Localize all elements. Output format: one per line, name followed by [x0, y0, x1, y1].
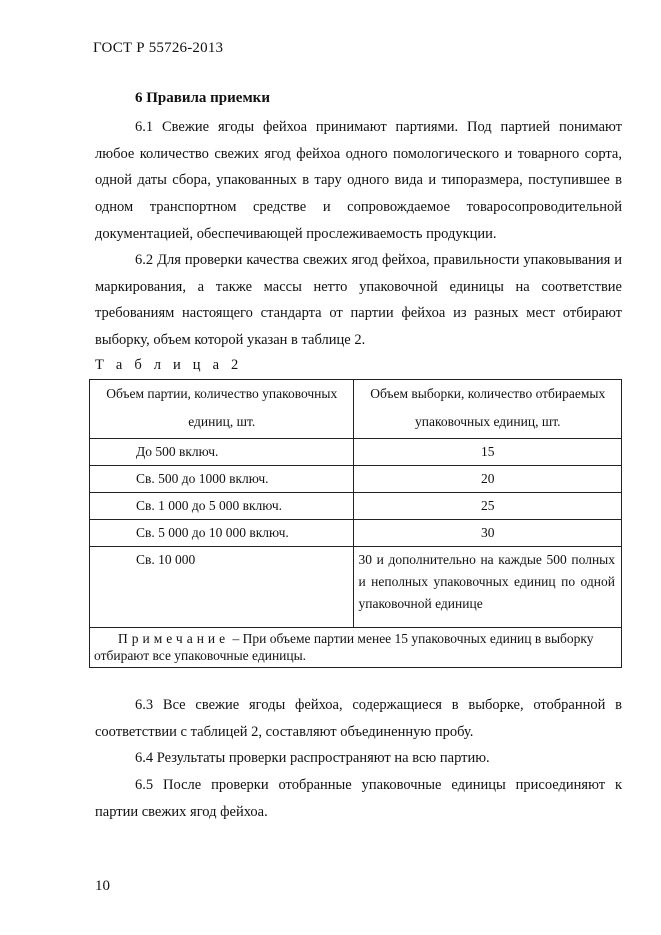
table-header-sample-size: Объем выборки, количество отбираемых упаковочных единиц, шт.: [354, 380, 622, 439]
paragraph-6-3: 6.3 Все свежие ягоды фейхоа, содержащиеся в выборке, отобранной в соответствии с таблицей 2, составляют объединенную пробу.: [95, 697, 622, 740]
table-header-lot-size: Объем партии, количество упаковочных единиц, шт.: [90, 380, 354, 439]
table-note-text: – При объеме партии менее 15 упаковочных единиц в выборку отбирают все упаковочные единицы.: [94, 631, 594, 663]
section-title: 6 Правила приемки: [135, 90, 270, 106]
paragraph-6-1: 6.1 Свежие ягоды фейхоа принимают партиями. Под партией понимают любое количество свежих ягод фейхоа одного помологического и товарного сорта, одной даты сбора, упакованных в тару одного вида и типоразмера, поступившее в одном транспортном средстве и сопровождаемое товаросопроводительной документацией, обеспечивающей прослеживаемость продукции.: [95, 119, 622, 242]
table-cell-lot: Св. 5 000 до 10 000 включ.: [90, 520, 354, 547]
table-row: [90, 547, 622, 628]
table-cell-lot: Св. 500 до 1000 включ.: [90, 466, 354, 493]
table-cell-sample: 15: [354, 439, 622, 466]
table-cell-lot: Св. 1 000 до 5 000 включ.: [90, 493, 354, 520]
table-cell-lot: До 500 включ.: [90, 439, 354, 466]
table-row: [90, 493, 622, 520]
sampling-table: [89, 379, 622, 668]
paragraph-6-2: 6.2 Для проверки качества свежих ягод фейхоа, правильности упаковывания и маркирования, а также массы нетто упаковочной единицы на соответствие требованиям настоящего стандарта от партии фейхоа из разных мест отбирают выборку, объем которой указан в таблице 2.: [95, 252, 622, 349]
table-row: [90, 466, 622, 493]
document-header: ГОСТ Р 55726-2013: [93, 40, 224, 56]
table-row: [90, 520, 622, 547]
paragraph-6-4: 6.4 Результаты проверки распространяют на всю партию.: [135, 750, 490, 766]
table-cell-sample: 30: [354, 520, 622, 547]
table-cell-sample: 20: [354, 466, 622, 493]
table-cell-lot: Св. 10 000: [90, 547, 354, 628]
page-number: 10: [95, 878, 110, 894]
table-cell-sample: 30 и дополнительно на каждые 500 полных и неполных упаковочных единиц по одной упаковочной единице: [354, 547, 622, 628]
table-note-label: Примечание: [118, 631, 230, 646]
table-note-row: [90, 628, 622, 668]
table-note: [90, 628, 622, 668]
table-cell-sample: 25: [354, 493, 622, 520]
table-row: [90, 439, 622, 466]
table-caption: Т а б л и ц а 2: [95, 357, 243, 373]
paragraph-6-5: 6.5 После проверки отобранные упаковочные единицы присоединяют к партии свежих ягод фейхоа.: [95, 777, 622, 820]
table-header-row: [90, 380, 622, 439]
